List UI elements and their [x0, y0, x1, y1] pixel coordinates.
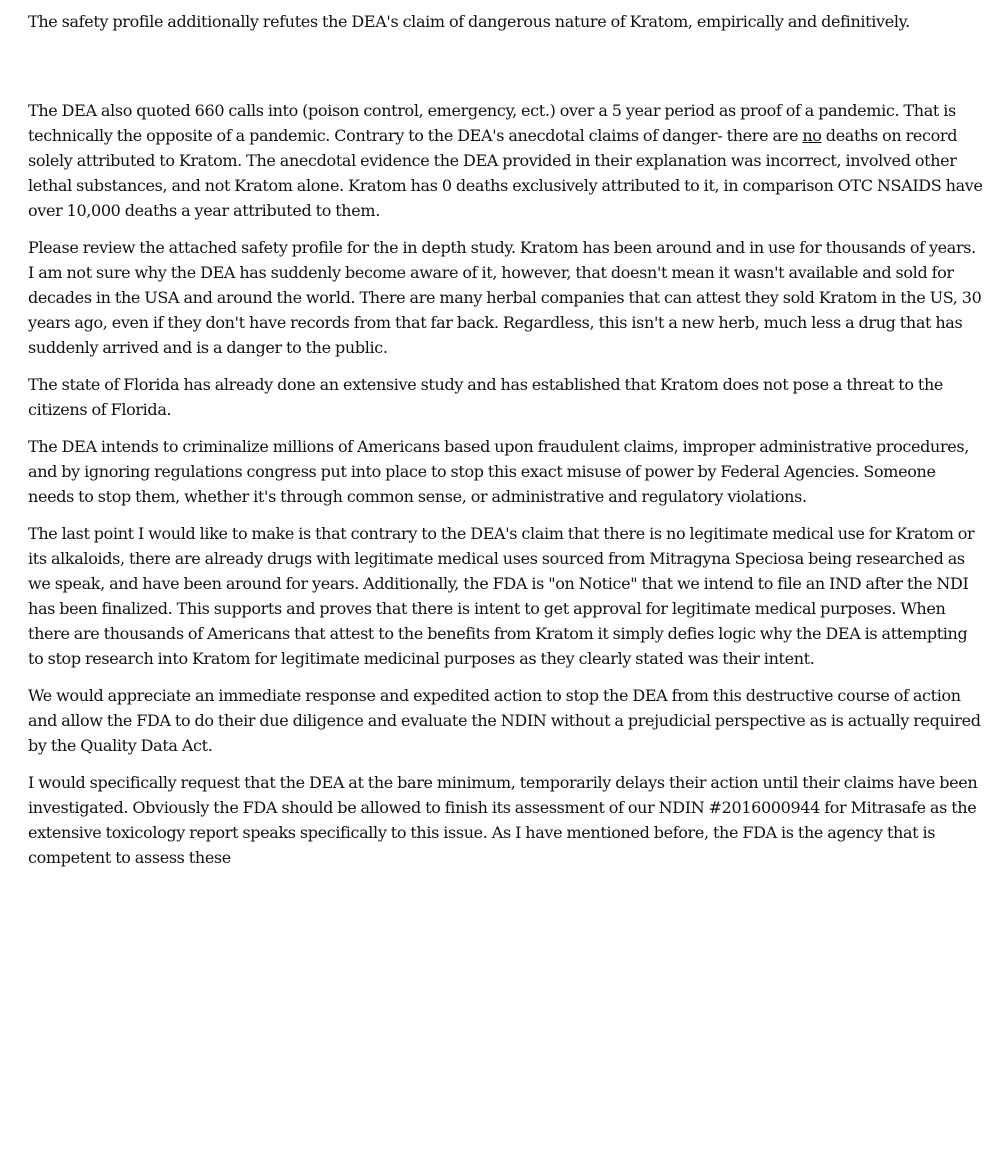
paragraph-specific-request: I would specifically request that the DEA at the bare minimum, temporarily delays their action until their claims have been investigated. Obviously the FDA should be allowed to finish its assessment of our NDIN #2016000944 for Mitrasafe as the extensive toxicology report speaks specifically to this issue. As I have mentioned before, the FDA is the agency that is competent to assess these	[28, 773, 978, 867]
paragraph-poison-control-calls	[28, 98, 985, 223]
paragraph-history-of-use: Please review the attached safety profile for the in depth study. Kratom has been around and in use for thousands of years. I am not sure why the DEA has suddenly become aware of it, however, that doesn't mean it wasn't available and sold for decades in the USA and around the world. There are many herbal companies that can attest they sold Kratom in the US, 30 years ago, even if they don't have records from that far back. Regardless, this isn't a new herb, much less a drug that has suddenly arrived and is a danger to the public.	[28, 238, 982, 357]
paragraph-florida-study: The state of Florida has already done an extensive study and has established that Kratom does not pose a threat to the citizens of Florida.	[28, 375, 944, 419]
paragraph-text-after: deaths on record solely attributed to Kratom. The anecdotal evidence the DEA provided in their explanation was incorrect, involved other lethal substances, and not Kratom alone. Kratom has 0 deaths exclusively attributed to it, in comparison OTC NSAIDS have over 10,000 deaths a year attributed to them.	[28, 126, 983, 220]
blank-space	[28, 46, 985, 98]
paragraph-safety-profile: The safety profile additionally refutes the DEA's claim of dangerous nature of Kratom, empirically and definitively.	[28, 12, 910, 31]
paragraph-criminalization: The DEA intends to criminalize millions of Americans based upon fraudulent claims, improper administrative procedures, and by ignoring regulations congress put into place to stop this exact misuse of power by Federal Agencies. Someone needs to stop them, whether it's through common sense, or administrative and regulatory violations.	[28, 437, 969, 506]
paragraph-request-response: We would appreciate an immediate response and expedited action to stop the DEA from this destructive course of action and allow the FDA to do their due diligence and evaluate the NDIN without a prejudicial perspective as is actually required by the Quality Data Act.	[28, 686, 981, 755]
paragraph-text-before: The DEA also quoted 660 calls into (poison control, emergency, ect.) over a 5 year period as proof of a pandemic. That is technically the opposite of a pandemic. Contrary to the DEA's anecdotal claims of danger- there are	[28, 101, 956, 145]
paragraph-medical-use: The last point I would like to make is that contrary to the DEA's claim that there is no legitimate medical use for Kratom or its alkaloids, there are already drugs with legitimate medical uses sourced from Mitragyna Speciosa being researched as we speak, and have been around for years. Additionally, the FDA is "on Notice" that we intend to file an IND after the NDI has been finalized. This supports and proves that there is intent to get approval for legitimate medical purposes. When there are thousands of Americans that attest to the benefits from Kratom it simply defies logic why the DEA is attempting to stop research into Kratom for legitimate medicinal purposes as they clearly stated was their intent.	[28, 524, 975, 668]
underlined-word-no: no	[802, 126, 822, 145]
